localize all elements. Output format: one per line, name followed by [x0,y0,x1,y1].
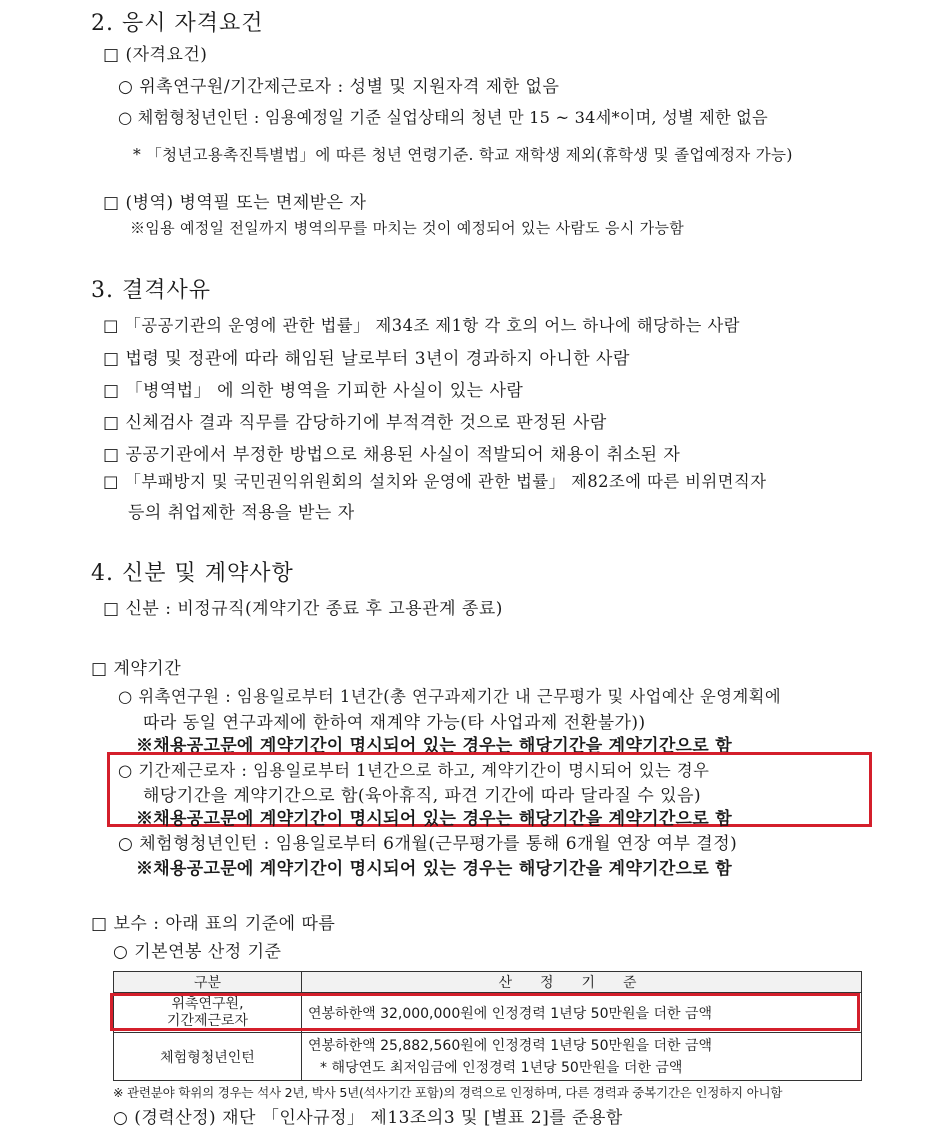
career-calculation: ○ (경력산정) 재단 「인사규정」 제13조의3 및 [별표 2]를 준용함 [113,1108,623,1128]
criteria-intern-line-2: * 해당연도 최저임금에 인정경력 1년당 50만원을 더한 금액 [320,1059,683,1076]
table-row [114,1033,862,1081]
military-heading: □ (병역) 병역필 또는 면제받은 자 [103,193,367,213]
highlight-box-salary [110,993,860,1031]
section-3-title: 3. 결격사유 [91,278,211,303]
qualification-heading: □ (자격요건) [103,45,208,65]
table-cell-criteria: 연봉하한액 32,000,000원에 인정경력 1년당 50만원을 더한 금액 [302,993,862,1033]
disqualification-item-6: □ 「부패방지 및 국민권익위원회의 설치와 운영에 관한 법률」 제82조에 따른 비위면직자 [103,472,767,491]
disqualification-item-6-continued: 등의 취업제한 적용을 받는 자 [128,503,355,523]
qualification-note: * 「청년고용촉진특별법」에 따른 청년 연령기준. 학교 재학생 제외(휴학생 및 졸업예정자 가능) [133,146,793,164]
table-cell-criteria [302,1033,862,1081]
qualification-item-intern: ○ 체험형청년인턴 : 임용예정일 기준 실업상태의 청년 만 15 ~ 34세*이며, 성별 제한 없음 [118,108,768,127]
table-header-category: 구분 [114,972,302,993]
contract-researcher-line-1: ○ 위촉연구원 : 임용일로부터 1년간(총 연구과제기간 내 근무평가 및 사업예산 운영계획에 [118,687,782,706]
criteria-intern-line-1: 연봉하한액 25,882,560원에 인정경력 1년당 50만원을 더한 금액 [308,1037,713,1054]
contract-intern-line-1: ○ 체험형청년인턴 : 임용일로부터 6개월(근무평가를 통해 6개월 연장 여부 결정) [118,834,738,854]
category-label-researcher: 위촉연구원, [171,995,244,1012]
contract-intern-note: ※채용공고문에 계약기간이 명시되어 있는 경우는 해당기간을 계약기간으로 함 [136,859,732,879]
section-4-title: 4. 신분 및 계약사항 [91,561,294,586]
section-2-title: 2. 응시 자격요건 [91,11,264,36]
qualification-item-researcher: ○ 위촉연구원/기간제근로자 : 성별 및 지원자격 제한 없음 [118,77,560,97]
military-note: ※임용 예정일 전일까지 병역의무를 마치는 것이 예정되어 있는 사람도 응시 가능함 [130,219,685,237]
disqualification-item-1: □ 「공공기관의 운영에 관한 법률」 제34조 제1항 각 호의 어느 하나에 해당하는 사람 [103,316,740,335]
table-header-row [114,972,862,993]
disqualification-item-5: □ 공공기관에서 부정한 방법으로 채용된 사실이 적발되어 채용이 취소된 자 [103,445,681,465]
contract-researcher-line-2: 따라 동일 연구과제에 한하여 재계약 가능(타 사업과제 전환불가)) [143,713,646,733]
table-footnote: ※ 관련분야 학위의 경우는 석사 2년, 박사 5년(석사기간 포함)의 경력으로 인정하며, 다른 경력과 중복기간은 인정하지 아니함 [113,1085,783,1100]
category-label-temp-worker: 기간제근로자 [166,1012,249,1029]
pay-subheading: ○ 기본연봉 산정 기준 [113,942,282,962]
pay-heading: □ 보수 : 아래 표의 기준에 따름 [91,914,336,934]
disqualification-item-3: □ 「병역법」 에 의한 병역을 기피한 사실이 있는 사람 [103,381,524,401]
contract-period-heading: □ 계약기간 [91,659,182,679]
table-header-criteria: 산정기준 [302,972,862,993]
contract-temp-worker-line-2: 해당기간을 계약기간으로 함(육아휴직, 파견 기간에 따라 달라질 수 있음) [143,786,702,806]
employment-status: □ 신분 : 비정규직(계약기간 종료 후 고용관계 종료) [103,599,503,619]
contract-temp-worker-note: ※채용공고문에 계약기간이 명시되어 있는 경우는 해당기간을 계약기간으로 함 [136,809,732,829]
table-cell-category: 체험형청년인턴 [114,1033,302,1081]
disqualification-item-4: □ 신체검사 결과 직무를 감당하기에 부적격한 것으로 판정된 사람 [103,413,607,433]
contract-temp-worker-line-1: ○ 기간제근로자 : 임용일로부터 1년간으로 하고, 계약기간이 명시되어 있는 경우 [118,761,710,780]
disqualification-item-2: □ 법령 및 정관에 따라 해임된 날로부터 3년이 경과하지 아니한 사람 [103,349,630,369]
contract-researcher-note: ※채용공고문에 계약기간이 명시되어 있는 경우는 해당기간을 계약기간으로 함 [136,736,732,756]
